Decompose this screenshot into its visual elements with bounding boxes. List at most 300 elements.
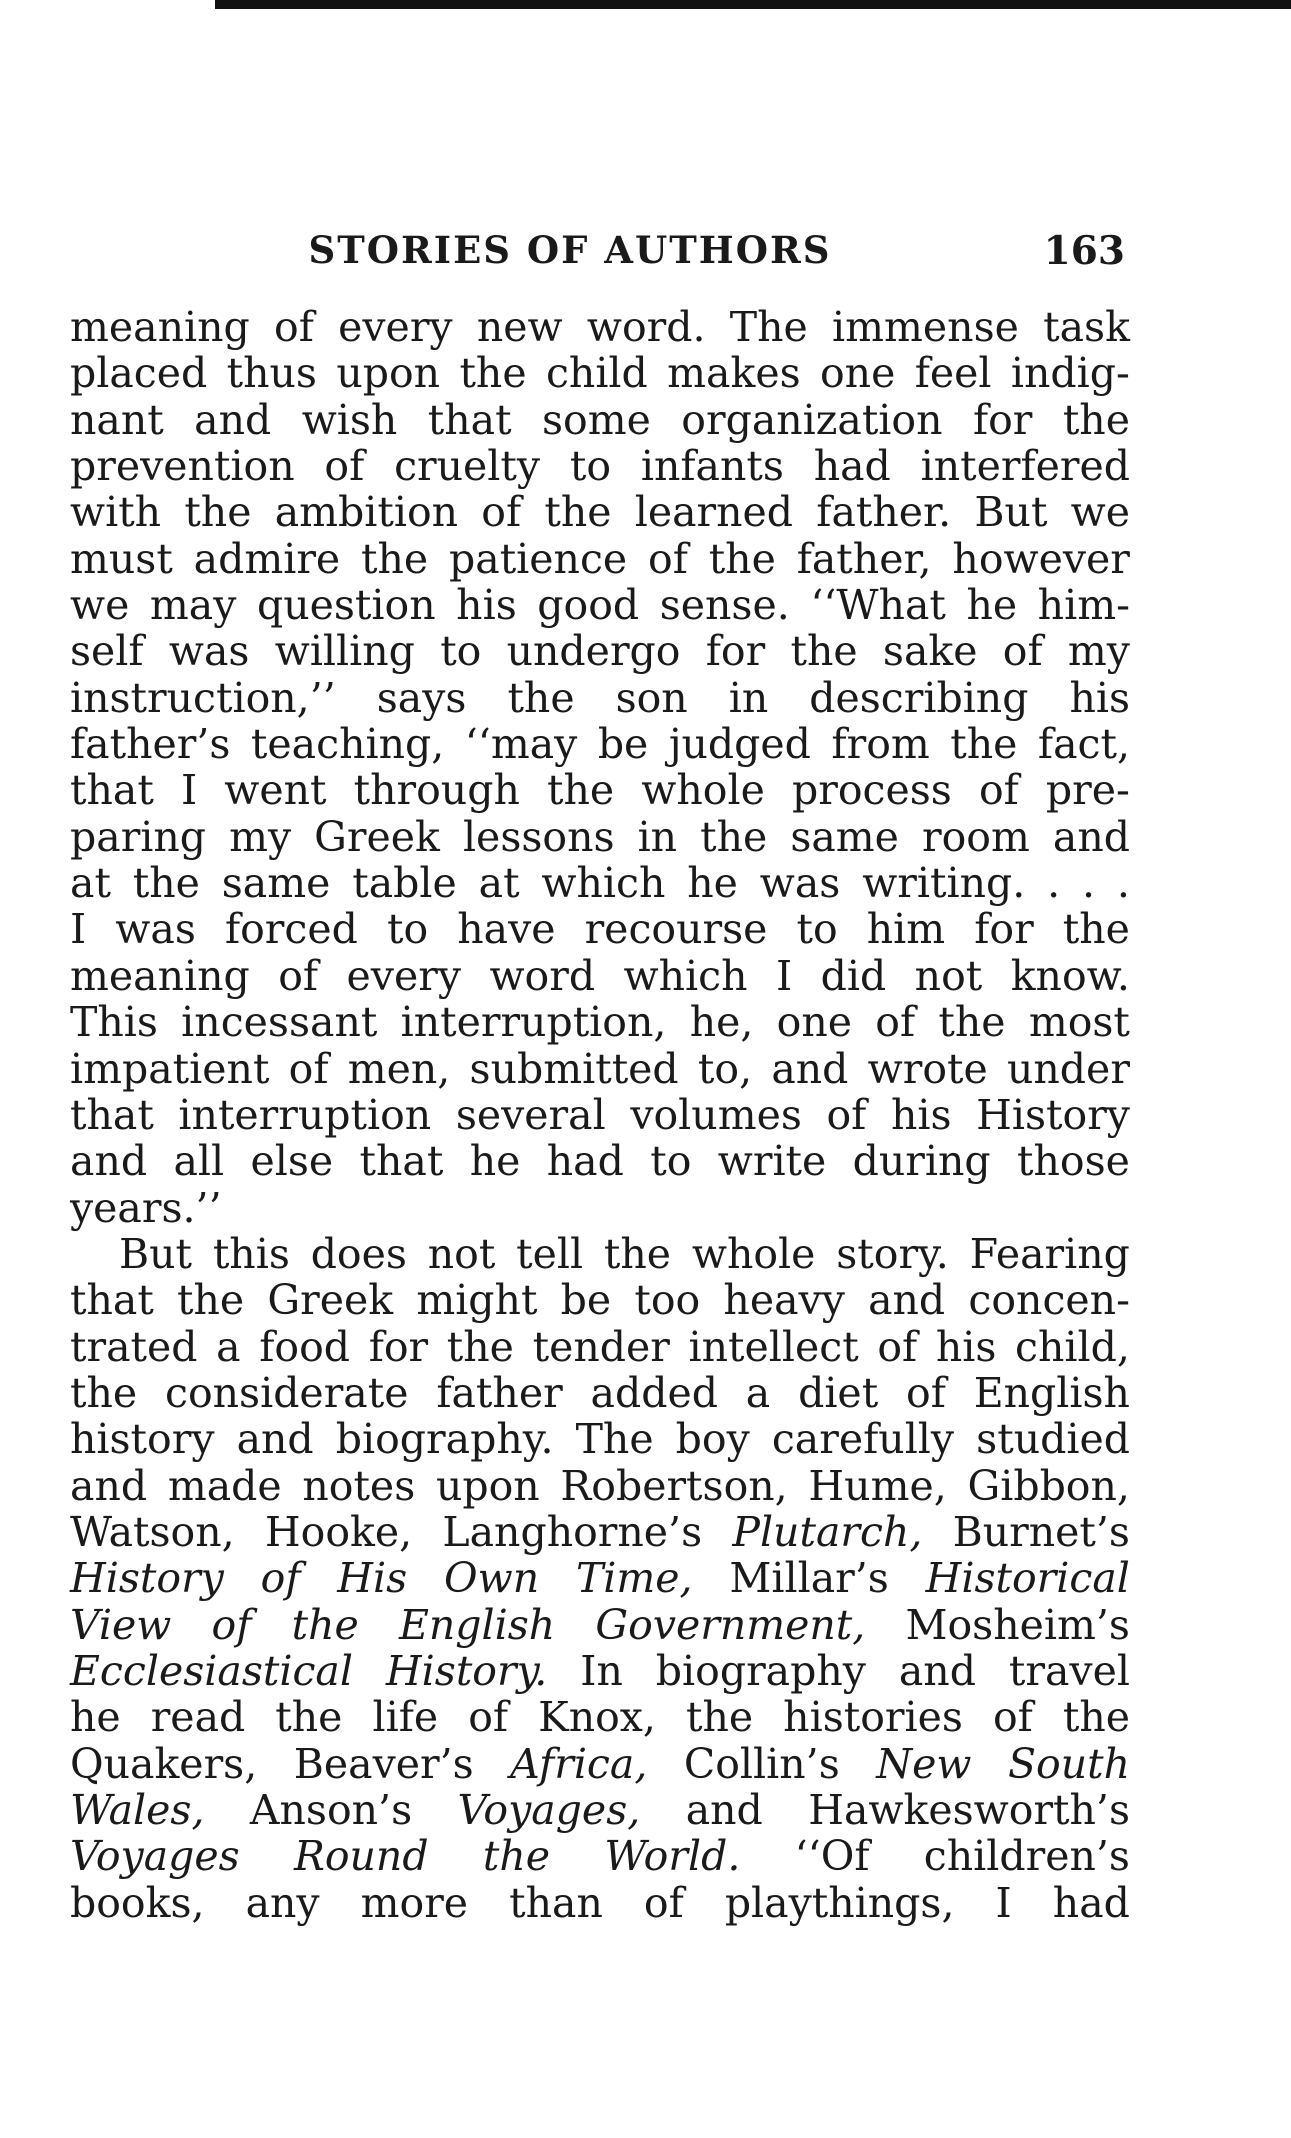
word: table	[352, 859, 457, 908]
text-line	[70, 767, 1130, 813]
text-line	[70, 1648, 1130, 1694]
word: upon	[336, 349, 441, 398]
word: this	[212, 1229, 290, 1278]
text-line	[70, 1880, 1130, 1926]
word: every	[346, 951, 461, 1000]
word: immense	[832, 303, 1019, 351]
word: patience	[449, 534, 628, 583]
word: with	[70, 488, 162, 537]
word: the	[685, 1693, 754, 1742]
word: he,	[689, 998, 754, 1047]
word: a	[745, 1368, 771, 1417]
text-line	[70, 443, 1130, 489]
running-head	[70, 228, 1125, 278]
word: Beaver’s	[293, 1739, 474, 1788]
word: Watson,	[70, 1507, 235, 1556]
word: that	[70, 766, 154, 815]
word: for	[705, 627, 766, 676]
text-line	[70, 1463, 1130, 1509]
word: men,	[347, 1044, 451, 1093]
word: ambition	[274, 488, 459, 537]
word: in	[637, 812, 678, 861]
word: of	[260, 1554, 301, 1603]
page-number: 163	[1043, 228, 1125, 274]
word: of	[877, 1322, 918, 1371]
word: pre-	[1045, 766, 1130, 815]
word: History	[976, 1090, 1130, 1139]
word: nant	[70, 395, 164, 444]
word: South	[1007, 1739, 1130, 1788]
word: interfered	[920, 442, 1130, 491]
word: the	[708, 534, 776, 583]
word: we	[70, 581, 130, 630]
word: ‘‘Of	[794, 1832, 870, 1881]
body-text	[70, 304, 1130, 1926]
text-line	[70, 1741, 1130, 1787]
word: must	[70, 534, 173, 583]
word: the	[507, 673, 575, 722]
word: of	[288, 1044, 329, 1093]
word: than	[509, 1878, 603, 1927]
word: the	[446, 1322, 514, 1371]
text-line	[70, 1787, 1130, 1833]
word: of	[481, 488, 522, 537]
word: sake	[882, 627, 978, 676]
text-line	[70, 1509, 1130, 1555]
word: the	[790, 627, 858, 676]
word: his	[1069, 673, 1130, 722]
word: biography	[655, 1646, 866, 1695]
word: and	[70, 1461, 148, 1510]
word: of	[324, 442, 365, 491]
word: incessant	[181, 998, 378, 1047]
word: children’s	[923, 1832, 1130, 1881]
word: upon	[435, 1461, 540, 1510]
word: for	[974, 905, 1034, 954]
word: in	[728, 673, 769, 722]
word: him-	[1037, 581, 1130, 630]
word: sense.	[659, 581, 790, 630]
text-line	[70, 906, 1130, 952]
word: have	[457, 905, 556, 954]
word: new	[476, 303, 563, 351]
word: at	[70, 859, 111, 908]
word: infants	[640, 442, 784, 491]
word: those	[1017, 1137, 1130, 1186]
running-title: STORIES OF AUTHORS	[308, 228, 832, 272]
word: ‘‘may	[464, 720, 578, 769]
word: added	[590, 1368, 718, 1417]
word: Robertson,	[560, 1461, 788, 1510]
word: placed	[70, 349, 208, 398]
text-line	[70, 397, 1130, 443]
word: History	[70, 1554, 224, 1603]
word: organization	[681, 395, 943, 444]
word: Mosheim’s	[905, 1600, 1130, 1649]
word: more	[360, 1878, 469, 1927]
word: Burnet’s	[952, 1507, 1130, 1556]
top-border-rule	[215, 0, 1291, 9]
word: thus	[226, 349, 317, 398]
word: to	[796, 905, 838, 954]
text-line	[70, 1555, 1130, 1601]
word: concen-	[968, 1276, 1130, 1325]
word: story.	[836, 1229, 949, 1278]
word: In	[580, 1646, 623, 1695]
text-line	[70, 489, 1130, 535]
word: The	[575, 1415, 654, 1464]
word: diet	[798, 1368, 879, 1417]
word: submitted	[469, 1044, 679, 1093]
word: and	[685, 1786, 763, 1834]
word: every	[338, 303, 453, 351]
text-line	[70, 675, 1130, 721]
word: and	[898, 1646, 976, 1695]
word: Gibbon,	[967, 1461, 1130, 1510]
word: father	[436, 1368, 563, 1417]
word: of	[1002, 627, 1043, 676]
word: Hume,	[808, 1461, 947, 1510]
word: heavy	[723, 1276, 845, 1325]
word: child,	[1015, 1322, 1130, 1371]
word: task	[1043, 303, 1130, 351]
word: be	[560, 1276, 612, 1325]
word: The	[729, 303, 808, 351]
word: Round	[293, 1832, 429, 1881]
word: Greek	[267, 1276, 394, 1325]
word: history	[70, 1415, 215, 1464]
word: Millar’s	[729, 1554, 889, 1603]
word: willing	[274, 627, 415, 676]
word: Hawkesworth’s	[808, 1786, 1130, 1834]
word: writing.	[862, 859, 1026, 908]
word: the	[603, 1229, 672, 1278]
word: the	[291, 1600, 359, 1649]
word: impatient	[70, 1044, 270, 1093]
word: father’s	[70, 720, 231, 769]
word: word	[489, 951, 596, 1000]
word: the	[132, 859, 200, 908]
text-line	[70, 999, 1130, 1045]
word: he	[966, 581, 1018, 630]
word: histories	[783, 1693, 963, 1742]
word: that	[70, 1090, 154, 1139]
word: that	[427, 395, 512, 444]
word: whole	[691, 1229, 816, 1278]
word: playthings,	[724, 1878, 955, 1927]
word: boy	[675, 1415, 750, 1464]
word: World.	[604, 1832, 741, 1881]
word: tender	[532, 1322, 670, 1371]
word: Voyages	[70, 1832, 240, 1881]
word: the	[938, 998, 1006, 1047]
word: however	[952, 534, 1130, 583]
word: the	[177, 1276, 245, 1325]
word: of	[992, 1693, 1033, 1742]
word: Time,	[575, 1554, 693, 1603]
word: indig-	[1010, 349, 1130, 398]
word: that	[70, 1276, 154, 1325]
word: feel	[914, 349, 992, 398]
text-line	[70, 1185, 1130, 1231]
word: of	[278, 951, 319, 1000]
word: meaning	[70, 303, 250, 351]
text-line	[70, 1138, 1130, 1184]
word: a	[216, 1322, 241, 1371]
word: which	[541, 859, 666, 908]
word: the	[1062, 1693, 1130, 1742]
word: Hooke,	[264, 1507, 413, 1556]
word: .	[1047, 859, 1061, 908]
word: the	[459, 349, 527, 398]
word: forced	[224, 905, 358, 954]
word: the	[1062, 395, 1130, 444]
word: prevention	[70, 442, 295, 491]
text-line	[70, 1416, 1130, 1462]
word: he	[469, 1137, 521, 1186]
word: the	[1062, 905, 1130, 954]
word: describing	[809, 673, 1029, 722]
text-line	[70, 350, 1130, 396]
word: of	[978, 766, 1019, 815]
word: room	[921, 812, 1030, 861]
word: .	[1082, 859, 1096, 908]
text-line	[70, 582, 1130, 628]
word: too	[634, 1276, 701, 1325]
word: tell	[516, 1229, 584, 1278]
text-line	[70, 953, 1130, 999]
word: had	[813, 442, 891, 491]
word: made	[167, 1461, 282, 1510]
word: that	[359, 1137, 444, 1186]
word: my	[229, 812, 292, 861]
word: notes	[302, 1461, 416, 1510]
word: life	[372, 1693, 439, 1742]
word: was	[115, 905, 196, 954]
word: His	[337, 1554, 408, 1603]
word: biography.	[335, 1415, 554, 1464]
word: which	[623, 951, 748, 1000]
word: ‘‘What	[810, 581, 946, 630]
text-line	[70, 1833, 1130, 1879]
word: had	[546, 1137, 624, 1186]
word: of	[211, 1600, 252, 1649]
word: lessons	[462, 812, 615, 861]
word: cruelty	[394, 442, 541, 491]
word: one	[820, 349, 896, 398]
word: write	[717, 1137, 827, 1186]
word: read	[150, 1693, 246, 1742]
word: Greek	[314, 812, 440, 861]
word: for	[972, 395, 1033, 444]
word: of	[274, 303, 314, 351]
word: not	[427, 1229, 496, 1278]
text-line	[70, 721, 1130, 767]
word: the	[70, 1368, 138, 1417]
word: was	[168, 627, 250, 676]
word: Voyages,	[457, 1786, 641, 1834]
word: Government,	[595, 1600, 866, 1649]
word: books,	[70, 1878, 205, 1927]
word: all	[173, 1137, 225, 1186]
word: trated	[70, 1322, 198, 1371]
text-line	[70, 628, 1130, 674]
word: during	[852, 1137, 991, 1186]
word: went	[224, 766, 327, 815]
word: through	[353, 766, 520, 815]
text-line	[70, 814, 1130, 860]
word: might	[416, 1276, 538, 1325]
word: to	[569, 442, 612, 491]
word: of	[875, 998, 916, 1047]
text-line	[70, 1602, 1130, 1648]
text-line	[70, 1046, 1130, 1092]
word: English	[398, 1600, 556, 1649]
word: Africa,	[510, 1739, 648, 1788]
word: does	[310, 1229, 407, 1278]
word: of	[906, 1368, 946, 1417]
word: same	[790, 812, 899, 861]
word: most	[1028, 998, 1130, 1047]
word: I	[180, 766, 198, 815]
text-line	[70, 1694, 1130, 1740]
text-line	[70, 1324, 1130, 1370]
word: to	[650, 1137, 692, 1186]
word: father,	[796, 534, 932, 583]
word: of	[826, 1090, 867, 1139]
word: and	[1052, 812, 1130, 861]
word: paring	[70, 812, 207, 861]
word: instruction,’’	[70, 673, 336, 722]
text-line	[70, 1370, 1130, 1416]
word: carefully	[771, 1415, 955, 1464]
word: and	[868, 1276, 946, 1325]
word: Langhorne’s	[442, 1507, 703, 1556]
text-line	[70, 1277, 1130, 1323]
word: the	[275, 1693, 343, 1742]
word: the	[700, 812, 768, 861]
word: and	[771, 1044, 849, 1093]
word: studied	[976, 1415, 1130, 1464]
word: teaching,	[250, 720, 445, 769]
word: I	[775, 951, 793, 1000]
word: judged	[668, 720, 811, 769]
word: the	[544, 488, 612, 537]
word: word.	[586, 303, 706, 351]
word: the	[950, 720, 1018, 769]
word: Historical	[925, 1554, 1130, 1603]
word: the	[361, 534, 429, 583]
word: undergo	[506, 627, 681, 676]
text-line	[70, 1231, 1130, 1277]
word: fact,	[1037, 720, 1130, 769]
word: intellect	[688, 1322, 859, 1371]
word: meaning	[70, 951, 250, 1000]
word: considerate	[164, 1368, 409, 1417]
word: know.	[1010, 951, 1130, 1000]
word: father.	[816, 488, 952, 537]
word: New	[876, 1739, 972, 1788]
word: one	[776, 998, 853, 1047]
word: the	[184, 488, 252, 537]
word: years.’’	[70, 1183, 222, 1232]
word: I	[70, 905, 87, 954]
word: some	[542, 395, 651, 444]
word: Ecclesiastical	[70, 1646, 353, 1695]
word: self	[70, 627, 144, 676]
word: View	[70, 1600, 172, 1649]
word: to	[386, 905, 429, 954]
word: whole	[641, 766, 765, 815]
word: any	[245, 1878, 320, 1927]
word: same	[221, 859, 331, 908]
word: we	[1070, 488, 1130, 537]
word: of	[648, 534, 688, 583]
word: be	[597, 720, 649, 769]
word: at	[478, 859, 520, 908]
word: learned	[634, 488, 794, 537]
word: his	[935, 1322, 997, 1371]
word: of	[468, 1693, 509, 1742]
word: son	[615, 673, 688, 722]
word: .	[1116, 859, 1130, 908]
word: But	[974, 488, 1048, 537]
word: History.	[385, 1646, 548, 1695]
word: English	[973, 1368, 1130, 1417]
word: travel	[1008, 1646, 1130, 1695]
word: the	[482, 1832, 551, 1881]
word: to,	[697, 1044, 753, 1093]
word: admire	[193, 534, 341, 583]
word: says	[376, 673, 467, 722]
word: and	[70, 1137, 148, 1186]
text-line	[70, 304, 1130, 350]
word: he	[70, 1693, 121, 1742]
word: food	[259, 1322, 351, 1371]
word: wish	[301, 395, 398, 444]
word: his	[456, 581, 517, 630]
word: Knox,	[538, 1693, 656, 1742]
word: wrote	[867, 1044, 988, 1093]
word: did	[820, 951, 887, 1000]
word: him	[866, 905, 946, 954]
word: from	[831, 720, 930, 769]
word: interruption,	[400, 998, 667, 1047]
word: Anson’s	[249, 1786, 413, 1834]
word: makes	[667, 349, 801, 398]
word: under	[1007, 1044, 1130, 1093]
word: Plutarch,	[732, 1507, 923, 1556]
word: I	[995, 1878, 1012, 1927]
word: interruption	[178, 1090, 432, 1139]
word: Own	[444, 1554, 540, 1603]
word: Wales,	[70, 1786, 205, 1834]
word: else	[250, 1137, 334, 1186]
word: had	[1052, 1878, 1130, 1927]
word: for	[368, 1322, 429, 1371]
word: my	[1067, 627, 1130, 676]
word: several	[455, 1090, 606, 1139]
word: good	[537, 581, 640, 630]
word: and	[236, 1415, 314, 1464]
text-line	[70, 860, 1130, 906]
word: recourse	[584, 905, 768, 954]
word: to	[440, 627, 482, 676]
word: volumes	[630, 1090, 802, 1139]
word: may	[149, 581, 237, 630]
word: Quakers,	[70, 1739, 258, 1788]
word: of	[643, 1878, 684, 1927]
